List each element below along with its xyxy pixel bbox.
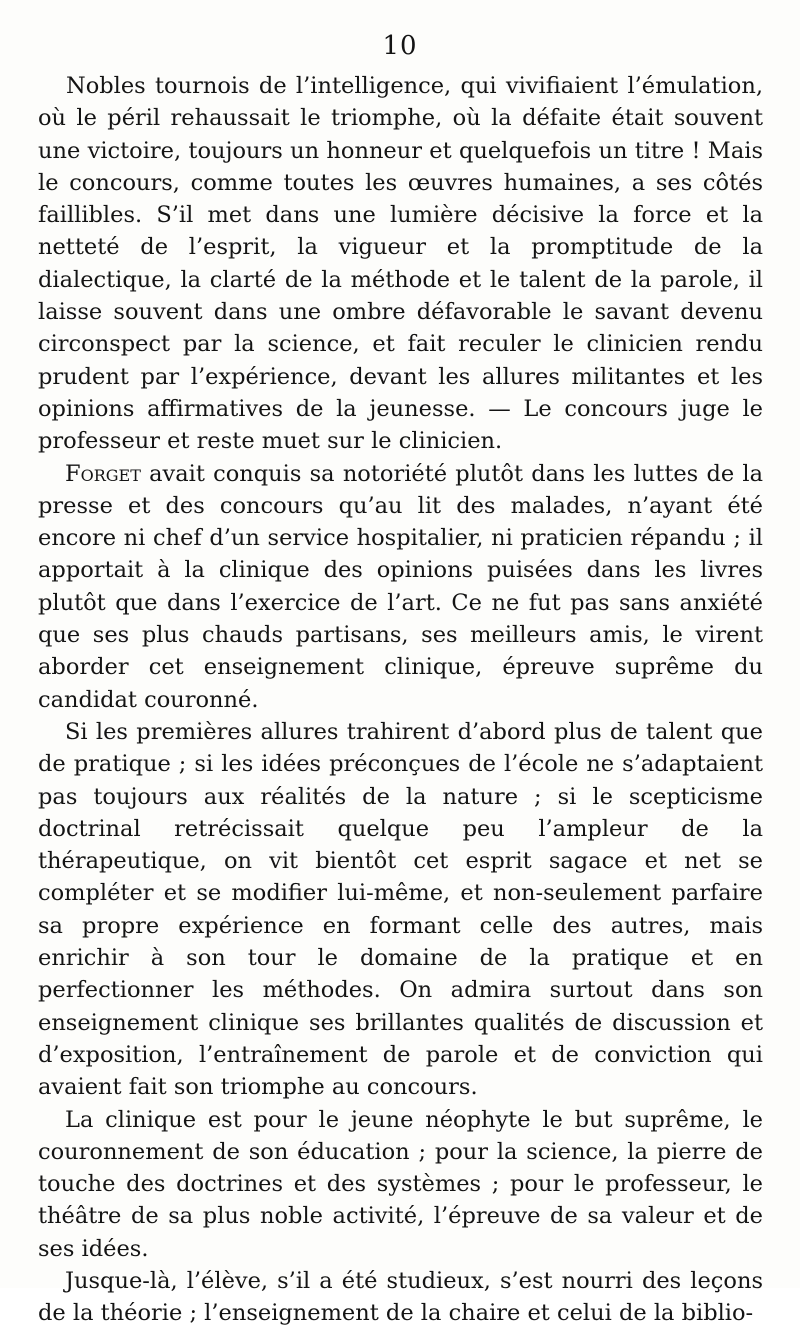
paragraph-5: Jusque-là, l’élève, s’il a été studieux, s’est nourri des leçons de la théorie ; l’enseignement de la chaire et celui de la biblio-	[38, 1267, 763, 1327]
paragraph-2-text: avait conquis sa notoriété plutôt dans les luttes de la presse et des concours qu’au lit des malades, n’ayant été encore ni chef d’un service hospitalier, ni praticien répandu ; il apportait à la clinique des opinions puisées dans les livres plutôt que dans l’exercice de l’art. Ce ne fut pas sans anxiété que ses plus chauds partisans, ses meilleurs amis, le virent aborder cet enseignement clinique, épreuve suprême du candidat couronné.	[38, 460, 763, 713]
paragraph-3: Si les premières allures trahirent d’abord plus de talent que de pratique ; si les idées préconçues de l’école ne s’adaptaient pas toujours aux réalités de la nature ; si le scepticisme doctrinal retrécissait quelque peu l’ampleur de la thérapeutique, on vit bientôt cet esprit sagace et net se compléter et se modifier lui-même, et non-seulement parfaire sa propre expérience en formant celle des autres, mais enrichir à son tour le domaine de la pratique et en perfectionner les méthodes. On admira surtout dans son enseignement clinique ses brillantes qualités de discussion et d’exposition, l’entraînement de parole et de conviction qui avaient fait son triomphe au concours.	[38, 718, 763, 1101]
page-number: 10	[382, 31, 418, 61]
body-text	[38, 70, 763, 1330]
paragraph-4: La clinique est pour le jeune néophyte le but suprême, le couronnement de son éducation ; pour la science, la pierre de touche des doctrines et des systèmes ; pour le professeur, le théâtre de sa plus noble activité, l’épreuve de sa valeur et de ses idées.	[38, 1106, 763, 1262]
author-name: Forget	[65, 460, 141, 487]
paragraph-1: Nobles tournois de l’intelligence, qui vivifiaient l’émulation, où le péril rehaussait le triomphe, où la défaite était souvent une victoire, toujours un honneur et quelquefois un titre ! Mais le concours, comme toutes les œuvres humaines, a ses côtés faillibles. S’il met dans une lumière décisive la force et la netteté de l’esprit, la vigueur et la promptitude de la dialectique, la clarté de la méthode et le talent de la parole, il laisse souvent dans une ombre défavorable le savant devenu circonspect par la science, et fait reculer le clinicien rendu prudent par l’expérience, devant les allures militantes et les opinions affirmatives de la jeunesse. — Le concours juge le professeur et reste muet sur le clinicien.	[38, 73, 763, 455]
paragraph-2	[38, 458, 763, 716]
